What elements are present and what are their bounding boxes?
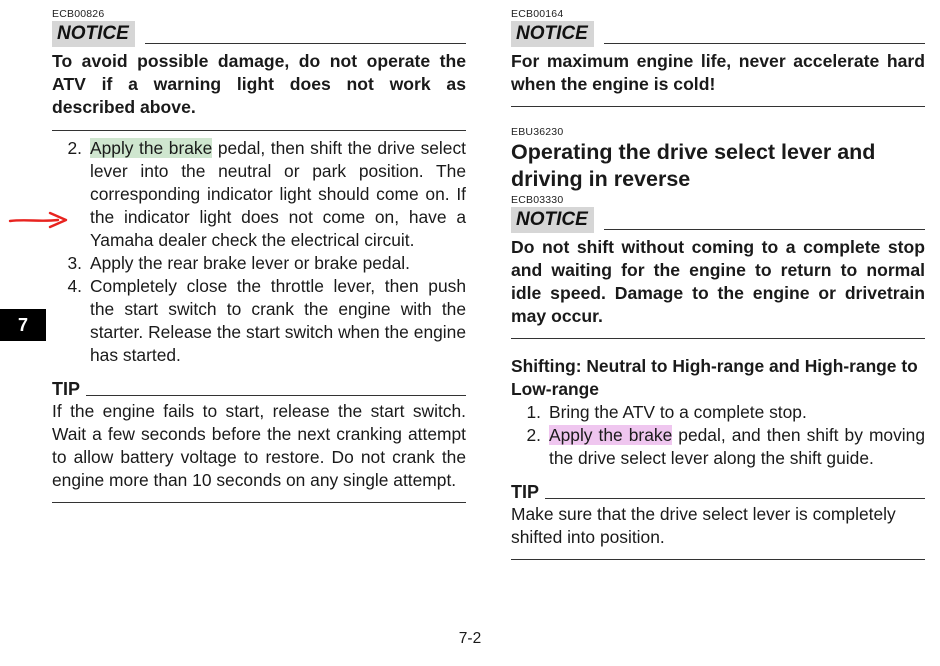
subheading: Shifting: Neutral to High-range and High-range to Low-range: [511, 356, 918, 399]
highlighted-text: Apply the brake: [549, 425, 673, 445]
tip-rule: [545, 498, 925, 499]
tip-text: If the engine fails to start, release the start switch. Wait a few seconds before the next cranking attempt to allow battery voltage to restore. Do not crank the engine more than 10 seconds on any single attempt.: [52, 401, 466, 490]
item-text: pedal, then shift the drive select lever into the neutral or park position. The corresponding indicator light should come on. If the indicator light does not come on, have a Yamaha dealer check the electrical circuit.: [90, 138, 466, 250]
section-code: ECB00164: [511, 8, 564, 20]
notice-label: NOTICE: [511, 207, 594, 233]
divider: [52, 130, 466, 131]
item-text: Apply the rear brake lever or brake pedal.: [90, 253, 410, 273]
notice-text: For maximum engine life, never accelerate hard when the engine is cold!: [511, 51, 925, 94]
notice-text: To avoid possible damage, do not operate the ATV if a warning light does not work as described above.: [52, 51, 466, 117]
tip-rule: [86, 395, 466, 396]
page-number: 7-2: [458, 630, 482, 647]
item-number: 4.: [67, 276, 82, 296]
list-item: [52, 137, 466, 252]
list-item: [52, 252, 466, 275]
tip-header: [511, 480, 925, 503]
divider: [511, 338, 925, 339]
item-number: 2.: [67, 138, 82, 158]
tip-label: TIP: [511, 482, 540, 502]
item-number: 1.: [526, 402, 541, 422]
notice-text: Do not shift without coming to a complete stop and waiting for the engine to return to normal idle speed. Damage to the engine or drivetrain may occur.: [511, 237, 925, 326]
item-number: 2.: [526, 425, 541, 445]
section-code: ECB00826: [52, 8, 105, 20]
list-item: [52, 275, 466, 367]
step-list: [511, 401, 925, 470]
notice-rule: [604, 229, 925, 230]
item-text: Bring the ATV to a complete stop.: [549, 402, 807, 422]
item-number: 3.: [67, 253, 82, 273]
notice-label: NOTICE: [511, 21, 594, 47]
notice-rule: [145, 43, 466, 44]
chapter-tab: 7: [0, 309, 46, 341]
item-text: pedal, and then shift by moving the drive select lever along the shift guide.: [549, 425, 926, 468]
tip-label: TIP: [52, 379, 81, 399]
list-item: [511, 424, 925, 470]
item-text: Completely close the throttle lever, then push the start switch to crank the engine with the starter. Release the start switch when the engine has started.: [90, 276, 466, 365]
notice-header: [52, 21, 466, 47]
divider: [511, 106, 925, 107]
notice-header: [511, 207, 925, 233]
left-column: [52, 0, 466, 503]
right-column: [511, 0, 925, 560]
red-arrow-icon: [8, 209, 72, 231]
notice-header: [511, 21, 925, 47]
step-list: [52, 137, 466, 367]
divider: [511, 559, 925, 560]
tip-header: [52, 377, 466, 400]
tip-text: Make sure that the drive select lever is completely shifted into position.: [511, 504, 896, 547]
highlighted-text: Apply the brake: [90, 138, 213, 158]
divider: [52, 502, 466, 503]
section-code: EBU36230: [511, 126, 564, 138]
notice-rule: [604, 43, 925, 44]
notice-label: NOTICE: [52, 21, 135, 47]
section-code: ECB03330: [511, 194, 564, 206]
section-heading: Operating the drive select lever and driving in reverse: [511, 140, 876, 191]
list-item: [511, 401, 925, 424]
